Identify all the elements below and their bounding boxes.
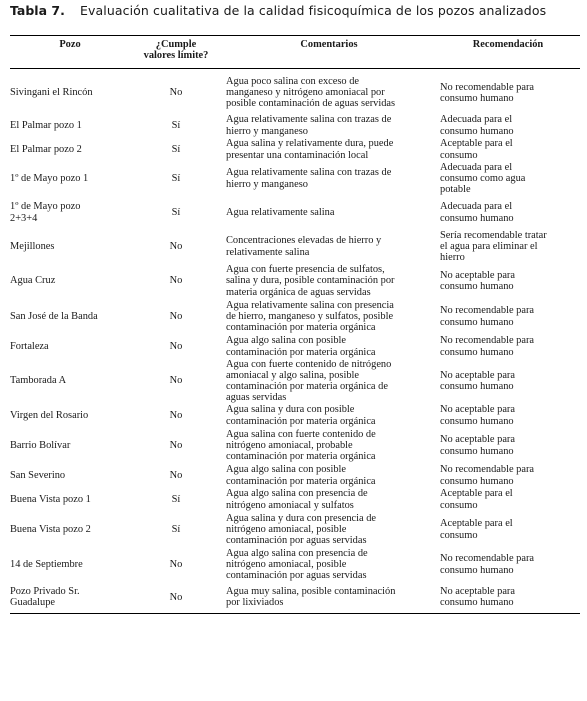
cell-pozo — [10, 548, 130, 582]
cell-pozo — [10, 162, 130, 196]
cell-comentarios-line: Agua salina con fuerte contenido de — [226, 428, 376, 440]
cell-cumple: No — [169, 87, 183, 99]
cell-comentarios-line: manganeso y nitrógeno amoniacal por — [226, 87, 385, 99]
cell-comentarios-line: materia orgánica de aguas servidas — [226, 286, 371, 298]
cell-recomendacion-line: consumo humano — [440, 445, 514, 457]
table-row — [10, 464, 580, 488]
cell-cumple: Sí — [171, 172, 181, 184]
table-header — [10, 36, 580, 69]
cell-pozo — [10, 359, 130, 404]
cell-comentarios-line: Agua con fuerte contenido de nitrógeno — [226, 358, 392, 370]
cell-recomendacion-line: consumo como agua — [440, 172, 526, 184]
cell-comentarios — [222, 404, 436, 428]
cell-recomendacion — [436, 404, 580, 428]
cell-comentarios — [222, 264, 436, 299]
cell-cumple: No — [169, 340, 183, 352]
cell-comentarios — [222, 582, 436, 614]
cell-cumple: No — [169, 558, 183, 570]
cell-recomendacion-line: No recomendable para — [440, 81, 535, 93]
cell-comentarios-line: hierro y manganeso — [226, 125, 308, 137]
cell-recomendacion-line: consumo humano — [440, 346, 514, 358]
cell-comentarios-line: hierro y manganeso — [226, 178, 308, 190]
table-row — [10, 264, 580, 299]
cell-comentarios-line: Agua muy salina, posible contaminación — [226, 586, 396, 598]
cell-recomendacion — [436, 464, 580, 488]
cell-pozo-line: 2+3+4 — [10, 212, 38, 224]
cell-comentarios — [222, 114, 436, 138]
table-row — [10, 230, 580, 264]
cell-comentarios-line: Concentraciones elevadas de hierro y — [226, 235, 382, 247]
cell-recomendacion-line: Adecuada para el — [440, 114, 513, 126]
cell-recomendacion-line: consumo — [440, 499, 478, 511]
cell-pozo — [10, 335, 130, 359]
cell-pozo-line: Buena Vista pozo 1 — [10, 493, 91, 505]
cell-cumple: No — [169, 240, 183, 252]
table-row — [10, 548, 580, 582]
cell-recomendacion — [436, 230, 580, 264]
cell-pozo-line: 1º de Mayo pozo 1 — [10, 172, 89, 184]
cell-pozo-line: San Severino — [10, 469, 66, 481]
cell-cumple: No — [169, 591, 183, 603]
cell-pozo — [10, 512, 130, 548]
cell-comentarios-line: nitrógeno amoniacal, posible — [226, 523, 347, 535]
table-row — [10, 196, 580, 230]
cell-recomendacion-line: consumo humano — [440, 316, 514, 328]
cell-recomendacion — [436, 512, 580, 548]
cell-pozo-line: Sivingani el Rincón — [10, 87, 93, 99]
cell-comentarios — [222, 162, 436, 196]
cell-recomendacion — [436, 428, 580, 464]
cell-comentarios-line: Agua relativamente salina con trazas de — [226, 167, 392, 179]
cell-comentarios-line: Agua salina y dura con presencia de — [226, 512, 377, 524]
cell-cumple: No — [169, 310, 183, 322]
cell-recomendacion-line: consumo humano — [440, 415, 514, 427]
cell-recomendacion-line: hierro — [440, 252, 465, 264]
table-row — [10, 299, 580, 335]
table-title: Evaluación cualitativa de la calidad fisicoquímica de los pozos analizados — [80, 3, 547, 18]
cell-recomendacion-line: No recomendable para — [440, 335, 535, 347]
cell-recomendacion-line: consumo humano — [440, 125, 514, 137]
cell-comentarios-line: Agua relativamente salina con trazas de — [226, 114, 392, 126]
cell-comentarios-line: Agua salina y dura con posible — [226, 404, 355, 416]
table-row — [10, 359, 580, 404]
cell-comentarios-line: Agua algo salina con posible — [226, 464, 347, 476]
cell-cumple: No — [169, 275, 183, 287]
cell-comentarios-line: por lixiviados — [226, 597, 284, 609]
cell-comentarios-line: salina y dura, posible contaminación por — [226, 275, 395, 287]
cell-cumple: Sí — [171, 119, 181, 131]
cell-comentarios-line: Agua salina y relativamente dura, puede — [226, 138, 394, 150]
cell-recomendacion — [436, 548, 580, 582]
cell-comentarios-line: contaminación por aguas servidas — [226, 570, 367, 582]
cell-comentarios-line: nitrógeno amoniacal, probable — [226, 439, 353, 451]
cell-comentarios — [222, 488, 436, 512]
cell-comentarios-line: Agua poco salina con exceso de — [226, 75, 360, 87]
cell-pozo — [10, 488, 130, 512]
cell-recomendacion-line: No aceptable para — [440, 586, 515, 598]
cell-pozo — [10, 196, 130, 230]
cell-pozo — [10, 69, 130, 114]
cell-pozo — [10, 299, 130, 335]
cell-recomendacion — [436, 114, 580, 138]
cell-recomendacion — [436, 359, 580, 404]
cell-comentarios — [222, 196, 436, 230]
cell-cumple: No — [169, 439, 183, 451]
cell-comentarios-line: Agua con fuerte presencia de sulfatos, — [226, 264, 385, 276]
cell-comentarios-line: amoniacal y algo salina, posible — [226, 369, 360, 381]
cell-cumple: No — [169, 409, 183, 421]
cell-comentarios-line: contaminación por materia orgánica — [226, 475, 376, 487]
cell-pozo — [10, 582, 130, 614]
cell-recomendacion-line: No aceptable para — [440, 434, 515, 446]
cell-recomendacion-line: Adecuada para el — [440, 161, 513, 173]
cell-comentarios-line: aguas servidas — [226, 392, 287, 404]
cell-comentarios-line: contaminación por aguas servidas — [226, 535, 367, 547]
cell-recomendacion-line: Aceptable para el — [440, 488, 513, 500]
cell-pozo-line: Barrio Bolívar — [10, 439, 71, 451]
table-row — [10, 582, 580, 614]
cell-comentarios-line: contaminación por materia orgánica — [226, 346, 376, 358]
cell-cumple: Sí — [171, 523, 181, 535]
table-caption — [10, 2, 580, 22]
cell-comentarios-line: relativamente salina — [226, 246, 310, 258]
cell-cumple: No — [169, 375, 183, 387]
cell-comentarios-line: presentar una contaminación local — [226, 149, 369, 161]
header-recomendacion: Recomendación — [472, 39, 544, 50]
cell-pozo — [10, 114, 130, 138]
table-row — [10, 404, 580, 428]
cell-recomendacion — [436, 299, 580, 335]
cell-recomendacion — [436, 138, 580, 162]
table-row — [10, 512, 580, 548]
cell-comentarios-line: Agua algo salina con presencia de — [226, 488, 368, 500]
cell-pozo — [10, 264, 130, 299]
cell-pozo — [10, 404, 130, 428]
table-row — [10, 162, 580, 196]
cell-recomendacion-line: Aceptable para el — [440, 138, 513, 150]
cell-pozo — [10, 464, 130, 488]
cell-comentarios — [222, 230, 436, 264]
cell-recomendacion — [436, 162, 580, 196]
cell-recomendacion — [436, 264, 580, 299]
cell-recomendacion-line: Adecuada para el — [440, 201, 513, 213]
table-row — [10, 428, 580, 464]
cell-comentarios — [222, 69, 436, 114]
cell-comentarios-line: contaminación por materia orgánica — [226, 322, 376, 334]
cell-recomendacion-line: Sería recomendable tratar — [440, 229, 547, 241]
cell-comentarios — [222, 359, 436, 404]
cell-comentarios — [222, 512, 436, 548]
cell-cumple: Sí — [171, 143, 181, 155]
cell-pozo-line: Virgen del Rosario — [10, 409, 89, 421]
cell-pozo-line: El Palmar pozo 2 — [10, 143, 82, 155]
cell-recomendacion-line: el agua para eliminar el — [440, 240, 538, 252]
cell-pozo-line: Guadalupe — [10, 597, 56, 609]
table-row — [10, 69, 580, 114]
cell-comentarios-line: de hierro, manganeso y sulfatos, posible — [226, 310, 394, 322]
table-body — [10, 69, 580, 614]
cell-comentarios-line: Agua relativamente salina — [226, 206, 335, 218]
header-cumple-line: ¿Cumple — [155, 39, 197, 50]
cell-comentarios-line: posible contaminación de aguas servidas — [226, 98, 396, 110]
cell-comentarios — [222, 548, 436, 582]
cell-pozo — [10, 138, 130, 162]
wells-evaluation-table — [10, 35, 580, 614]
cell-recomendacion-line: No aceptable para — [440, 269, 515, 281]
cell-recomendacion — [436, 69, 580, 114]
table-number: Tabla 7. — [10, 3, 65, 18]
cell-recomendacion-line: consumo humano — [440, 381, 514, 392]
header-row — [10, 36, 580, 69]
cell-pozo-line: San José de la Banda — [10, 310, 98, 322]
cell-cumple: Sí — [171, 206, 181, 218]
cell-pozo-line: Mejillones — [10, 240, 55, 252]
cell-comentarios-line: contaminación por materia orgánica — [226, 451, 376, 463]
cell-recomendacion — [436, 582, 580, 614]
cell-comentarios — [222, 464, 436, 488]
cell-pozo-line: 1º de Mayo pozo — [10, 201, 81, 213]
table-row — [10, 488, 580, 512]
cell-recomendacion-line: consumo — [440, 529, 478, 541]
cell-comentarios-line: nitrógeno amoniacal y sulfatos — [226, 499, 354, 511]
cell-recomendacion-line: consumo humano — [440, 597, 514, 609]
table-row — [10, 138, 580, 162]
cell-recomendacion-line: consumo — [440, 149, 478, 161]
cell-recomendacion — [436, 488, 580, 512]
cell-pozo-line: Fortaleza — [10, 340, 49, 352]
cell-pozo-line: Pozo Privado Sr. — [10, 586, 80, 598]
cell-recomendacion-line: consumo humano — [440, 475, 514, 487]
cell-pozo — [10, 230, 130, 264]
table-row — [10, 335, 580, 359]
cell-comentarios-line: contaminación por materia orgánica — [226, 415, 376, 427]
cell-recomendacion-line: No aceptable para — [440, 369, 515, 381]
header-comentarios: Comentarios — [300, 39, 358, 50]
cell-recomendacion-line: consumo humano — [440, 92, 514, 104]
cell-comentarios-line: nitrógeno amoniacal, posible — [226, 558, 347, 570]
cell-pozo-line: Agua Cruz — [10, 275, 56, 287]
header-pozo: Pozo — [59, 39, 81, 50]
header-cumple-line: valores límite? — [143, 50, 209, 62]
cell-cumple: No — [169, 469, 183, 481]
cell-recomendacion-line: consumo humano — [440, 564, 514, 576]
cell-recomendacion-line: consumo humano — [440, 212, 514, 224]
cell-comentarios — [222, 138, 436, 162]
cell-comentarios-line: Agua relativamente salina con presencia — [226, 299, 394, 311]
cell-pozo-line: Buena Vista pozo 2 — [10, 523, 91, 535]
cell-pozo-line: 14 de Septiembre — [10, 558, 83, 570]
cell-recomendacion-line: potable — [440, 184, 471, 196]
cell-pozo-line: El Palmar pozo 1 — [10, 119, 82, 131]
cell-recomendacion-line: Aceptable para el — [440, 518, 513, 530]
cell-comentarios-line: Agua algo salina con presencia de — [226, 547, 368, 559]
table-row — [10, 114, 580, 138]
cell-comentarios-line: Agua algo salina con posible — [226, 335, 347, 347]
cell-comentarios — [222, 299, 436, 335]
cell-pozo-line: Tamborada A — [10, 375, 67, 387]
cell-recomendacion-line: No aceptable para — [440, 404, 515, 416]
cell-comentarios-line: contaminación por materia orgánica de — [226, 381, 388, 392]
cell-pozo — [10, 428, 130, 464]
header-cumple — [130, 36, 222, 69]
cell-recomendacion-line: No recomendable para — [440, 305, 535, 317]
cell-comentarios — [222, 335, 436, 359]
cell-recomendacion — [436, 196, 580, 230]
cell-recomendacion — [436, 335, 580, 359]
cell-recomendacion-line: No recomendable para — [440, 553, 535, 565]
cell-cumple: Sí — [171, 493, 181, 505]
cell-comentarios — [222, 428, 436, 464]
cell-recomendacion-line: No recomendable para — [440, 464, 535, 476]
cell-recomendacion-line: consumo humano — [440, 281, 514, 292]
